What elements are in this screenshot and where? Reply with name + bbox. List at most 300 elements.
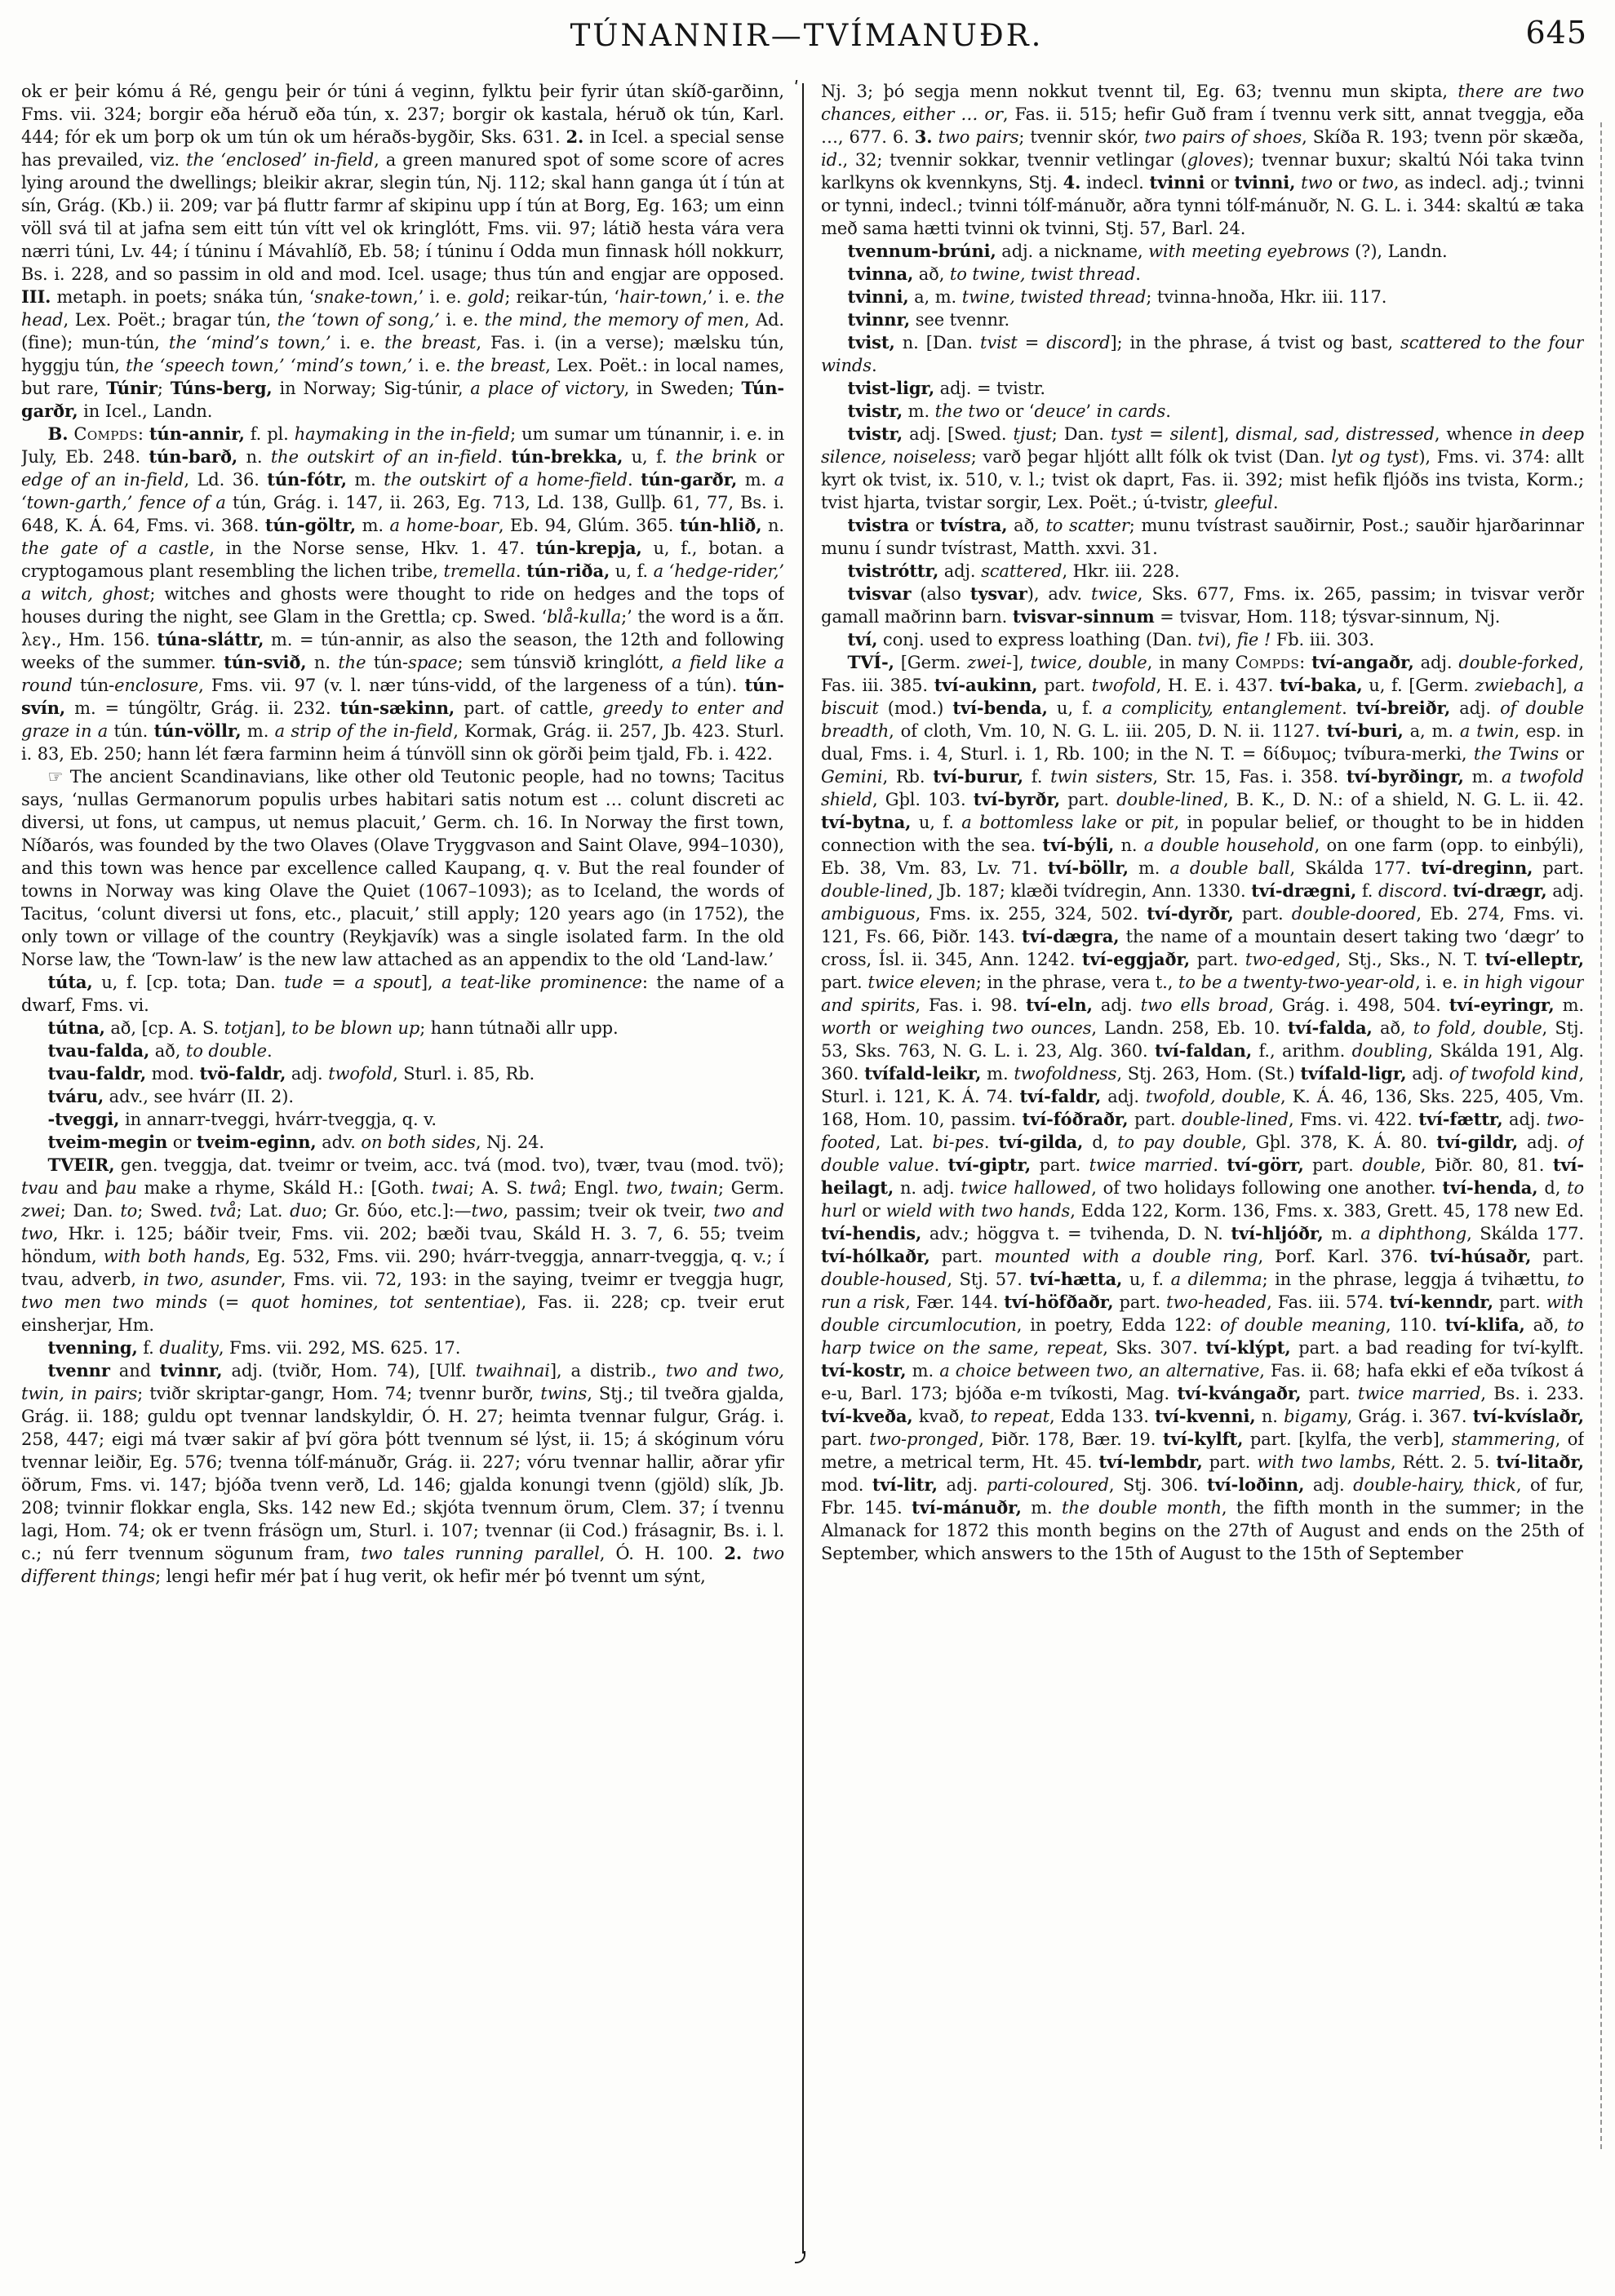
- entry-text: a place of victory: [470, 379, 624, 398]
- entry-text: the ‘mind’s town,’: [168, 333, 331, 352]
- entry-text: the double month: [1061, 1498, 1222, 1518]
- headword-text: tví-angaðr,: [1311, 652, 1414, 672]
- headword-text: tví-gilda,: [998, 1132, 1084, 1152]
- entry-text: twofoldness: [1014, 1064, 1117, 1084]
- entry-text: m.: [1021, 1498, 1062, 1518]
- entry-text: , Ad. (fine); mun-tún,: [21, 310, 784, 352]
- entry-text: a diphthong: [1360, 1224, 1467, 1243]
- entry-text: , Gþl. 378, K. Á. 80.: [1241, 1132, 1437, 1152]
- entry-text: , Stj. 57.: [947, 1270, 1030, 1289]
- entry-text: , in poetry, Edda 122:: [1016, 1315, 1220, 1335]
- entry-text: in high vigour and spirits: [821, 973, 1584, 1015]
- entry-text: or ‘: [1000, 401, 1035, 421]
- entry-text: the two: [934, 401, 1001, 421]
- entry-text: , Sturl. i. 85, Rb.: [393, 1064, 535, 1084]
- headword-text: tvinna,: [847, 264, 914, 284]
- entry-text: adj.: [1502, 1110, 1547, 1129]
- entry-text: adj.: [1518, 1132, 1568, 1152]
- entry-text: n. adj.: [894, 1178, 961, 1198]
- entry-text: to run a risk: [821, 1270, 1584, 1312]
- headword-text: tví-fættr,: [1418, 1109, 1503, 1129]
- entry-text: , Bs. i. 233.: [1480, 1384, 1584, 1403]
- headword-text: tveim-eginn,: [196, 1132, 317, 1152]
- entry-text: a teat-like prominence: [441, 973, 642, 992]
- entry-text: twin sisters: [1050, 767, 1153, 787]
- headword-text: tví-kylft,: [1162, 1429, 1244, 1449]
- entry-text: mod.: [821, 1475, 872, 1495]
- entry-text: part.: [1128, 1110, 1182, 1129]
- entry-text: discord: [1378, 881, 1443, 901]
- entry-text: to be blown up: [291, 1018, 420, 1038]
- entry-text: , Grág. i. 367.: [1347, 1407, 1473, 1426]
- headword-text: tún-barð,: [149, 446, 238, 467]
- entry-text: , of cloth, Vm. 10, N. G. L. iii. 205, D. N. ii. 1127.: [889, 721, 1327, 741]
- entry-text: of twofold kind: [1449, 1064, 1579, 1084]
- entry-text: .: [628, 470, 641, 490]
- headword-text: tví-falda,: [1287, 1017, 1373, 1038]
- entry-text: ; um sumar um túnannir, i. e. in July, Eb. 248.: [21, 424, 784, 467]
- entry-text: part.: [1037, 676, 1092, 695]
- entry-text: a home-boar: [389, 516, 499, 535]
- entry-text: parti-coloured: [986, 1475, 1109, 1495]
- entry-text: , esp. in dual, Fms. i. 4, Sturl. i. 1, Rb. 100; in the N. T. = δίδυμος; tvíbura-merki,: [821, 721, 1584, 764]
- entry-text: , Þorf. Karl. 376.: [1258, 1247, 1430, 1266]
- entry-text: tún.: [108, 721, 154, 741]
- entry-text: , in Sweden;: [623, 379, 742, 398]
- entry-text: two, twain: [626, 1178, 718, 1198]
- entry-text: ; Germ.: [717, 1178, 784, 1198]
- entry-text: double-hairy, thick: [1353, 1475, 1516, 1495]
- dictionary-paragraph: [821, 263, 1584, 286]
- entry-text: m.: [356, 516, 390, 535]
- entry-text: twai: [431, 1178, 469, 1198]
- entry-text: the outskirt of a home-field: [384, 470, 628, 490]
- entry-text: part.: [1060, 790, 1117, 809]
- entry-text: , Skálda 177.: [1289, 858, 1422, 878]
- entry-text: : the name of a dwarf, Fms. vi.: [21, 973, 784, 1015]
- entry-text: two men two minds: [21, 1292, 207, 1312]
- entry-text: two tales running parallel: [361, 1544, 600, 1563]
- entry-text: , Hkr. iii. 228.: [1062, 561, 1180, 581]
- entry-text: = tvisvar, Hom. 118; týsvar-sinnum, Nj.: [1154, 607, 1501, 627]
- entry-text: , in many: [1147, 653, 1236, 672]
- headword-text: tví-breiðr,: [1355, 698, 1451, 718]
- entry-text: a, m.: [908, 287, 962, 307]
- dictionary-paragraph: [21, 423, 784, 765]
- entry-text: part. [kylfa, the verb],: [1243, 1429, 1452, 1449]
- entry-text: (?), Landn.: [1349, 242, 1448, 261]
- entry-text: :: [1299, 653, 1312, 672]
- entry-text: [933, 127, 938, 147]
- headword-text: 3.: [914, 126, 933, 147]
- entry-text: ); tvennar buxur; skaltú Nói taka tvinn karlkyns ok kvennkyns, Stj.: [821, 150, 1584, 193]
- headword-text: túta,: [47, 972, 93, 992]
- entry-text: gloves: [1187, 150, 1243, 170]
- entry-text: part.: [821, 1429, 870, 1449]
- entry-text: (mod.): [878, 698, 953, 718]
- headword-text: tví-drægr,: [1453, 880, 1547, 901]
- entry-text: ambiguous: [821, 904, 916, 924]
- headword-text: tví-býli,: [1042, 835, 1115, 855]
- entry-text: in Icel., Landn.: [78, 401, 213, 421]
- entry-text: m.: [737, 470, 774, 490]
- entry-text: .: [1213, 1155, 1227, 1175]
- entry-text: twofold: [328, 1064, 393, 1084]
- entry-text: , as indecl. adj.; tvinni or tynni, indecl.; tvinni tólf-mánuðr, aðra tynni tólf-mánuðr, N. G. L. i. 344: skaltú æ taka með sama hætti tvinni ok tvinni, Stj. 57, Barl. 24.: [821, 173, 1584, 238]
- entry-text: part.: [1202, 1452, 1258, 1472]
- entry-text: i. e.: [412, 356, 457, 375]
- headword-text: tví-görr,: [1227, 1155, 1304, 1175]
- entry-text: , Skálda 191, Alg. 360.: [821, 1041, 1584, 1084]
- entry-text: m.: [241, 721, 275, 741]
- entry-text: f.: [137, 1338, 160, 1358]
- headword-text: tví-kvángaðr,: [1177, 1383, 1302, 1403]
- entry-text: adj. (tviðr, Hom. 74), [Ulf.: [222, 1361, 476, 1381]
- entry-text: twine, twisted thread: [961, 287, 1147, 307]
- entry-text: , Fas. iii. 385.: [821, 653, 1584, 695]
- entry-text: , Stj.; til tveðra gjalda, Grág. ii. 188; guldu opt tvennar landskyldir, Ó. H. 27; heimta tvennar fulgur, Grág. i. 258, 447; eigi má tvær sakir af því göra þótt tvennum sé lýst, ii. 15; á skóginum vóru tvennar leiðir, Eg. 576; tvenna tólf-mánuðr, Grág. ii. 227; vóru tvennar hallir, aðrar yfir öðrum, Fms. vi. 147; bjóða tvenn verð, Ld. 146; gjalda konungi tvenn (gjöld) slík, Jb. 208; tvinnir flokkar engla, Sks. 142 new Ed.; skjóta tvennum örum, Clem. 37; í tvennu lagi, Hom. 74; ok er tvenn frásögn um, Sturl. i. 107; tvennar (ii Cod.) frásagnir, Bs. i. l. c.; nú ferr tvennum sögunum fram,: [21, 1384, 784, 1563]
- entry-text: , Ó. H. 100.: [599, 1544, 725, 1563]
- entry-text: , Sks. 677, Fms. ix. 265, passim; in tvisvar verðr gamall maðrinn barn.: [821, 584, 1584, 627]
- entry-text: scattered to the four winds: [821, 333, 1584, 375]
- entry-text: , Stj. 306.: [1108, 1475, 1207, 1495]
- entry-text: , Lat.: [875, 1132, 933, 1152]
- entry-text: , Fms. vii. 292, MS. 625. 17.: [218, 1338, 461, 1358]
- entry-text: or: [1205, 173, 1235, 193]
- entry-text: ;: [157, 379, 171, 398]
- entry-text: , Lex. Poët.: in local names, but rare,: [21, 356, 784, 398]
- headword-text: tví-byrðingr,: [1346, 766, 1464, 787]
- dictionary-paragraph: [21, 1085, 784, 1108]
- entry-text: d,: [1083, 1132, 1118, 1152]
- headword-text: tvistra: [847, 515, 909, 535]
- headword-text: tví-höfðaðr,: [1004, 1292, 1114, 1312]
- headword-text: tvisvar: [847, 583, 912, 604]
- entry-text: twice married: [1357, 1384, 1481, 1403]
- entry-text: , Fms. vi. 422.: [1288, 1110, 1419, 1129]
- entry-text: kvað,: [912, 1407, 971, 1426]
- entry-text: ., 32; tvennir sokkar, tvennir vetlingar (: [836, 150, 1187, 170]
- entry-text: adj.: [1546, 881, 1584, 901]
- entry-text: , the fifth month in the summer; in the Almanack for 1872 this month begins on the 27th of August and ends on the 25th of September, which answers to the 15th of August to the 15th of September: [821, 1498, 1584, 1563]
- entry-text: m. = tún-annir, as also the season, the 12th and following weeks of the summer.: [21, 630, 784, 672]
- entry-text: u, f.: [911, 813, 962, 832]
- entry-text: a twofold shield: [821, 767, 1584, 809]
- entry-text: f. pl.: [244, 424, 295, 444]
- entry-text: to pay double: [1117, 1132, 1242, 1152]
- entry-text: ; in the phrase, leggja á tvihættu,: [1262, 1270, 1568, 1289]
- entry-text: , of metre, a metrical term, Ht. 45.: [821, 1429, 1584, 1472]
- headword-text: tvístra,: [939, 515, 1008, 535]
- headword-text: Tún-garðr,: [21, 378, 784, 421]
- entry-text: two-pronged: [869, 1429, 979, 1449]
- entry-text: ☞ The ancient Scandinavians, like other old Teutonic people, had no towns; Tacitus says, ‘nullas Germanorum populis urbes habitari satis notum est … colunt discreti ac diversi, ut fons, ut campus, ut nemus placuit,’ Germ. ch. 16. In Norway the first town, Níðarós, was founded by the two Olaves (Olave Tryggvason and Saint Olave, 994–1030), and this town was hence par excellence called Kaupang, q. v. But the real founder of towns in Norway was king Olave the Quiet (1067–1093); as to Iceland, the words of Tacitus, ‘colunt diversi ut fons, etc., placuit,’ still apply; 120 years ago (in 1752), the only town or village of the country (Reykjavík) was a single isolated farm. In the old Norse law, the ‘Town-law’ is the new law attached as an appendix to the old ‘Land-law.’: [21, 767, 784, 969]
- entry-text: , B. K., D. N.: of a shield, N. G. L. ii. 42.: [1223, 790, 1584, 809]
- dictionary-paragraph: [21, 971, 784, 1017]
- headword-text: tvistróttr,: [847, 561, 939, 581]
- entry-text: að,: [913, 264, 950, 284]
- headword-text: tví-böllr,: [1047, 858, 1129, 878]
- headword-text: tvö-faldr,: [199, 1063, 286, 1084]
- entry-text: greedy to enter and graze in a: [21, 698, 784, 741]
- entry-text: zwiebach: [1475, 676, 1556, 695]
- entry-text: ], a distrib.,: [549, 1361, 666, 1381]
- entry-text: ; A. S.: [468, 1178, 530, 1198]
- entry-text: totjan: [224, 1018, 275, 1038]
- entry-text: , Eb. 274, Fms. vi. 121, Fs. 66, Þiðr. 143.: [821, 904, 1584, 946]
- entry-text: lyt og tyst: [1331, 447, 1419, 467]
- dictionary-paragraph: [821, 286, 1584, 308]
- entry-text: .: [515, 561, 527, 581]
- entry-text: .: [1272, 493, 1279, 512]
- headword-text: tún-svín,: [21, 675, 784, 718]
- entry-text: , Sks. 307.: [1103, 1338, 1206, 1358]
- entry-text: , Hkr. i. 125; báðir tveir, Fms. vii. 202; bæði tvau, Skáld H. 3. 7, 6. 55; tveim höndum,: [21, 1224, 784, 1266]
- entry-text: a bottomless lake: [961, 813, 1117, 832]
- dictionary-paragraph: [21, 1062, 784, 1085]
- headword-text: tún-svið,: [224, 652, 307, 672]
- dictionary-paragraph: [21, 1131, 784, 1154]
- entry-text: part. of cattle,: [455, 698, 603, 718]
- entry-text: m.: [903, 401, 935, 421]
- headword-text: TVÍ-,: [847, 652, 894, 672]
- entry-text: the outskirt of an in-field: [270, 447, 498, 467]
- headword-text: tún-riða,: [526, 561, 610, 581]
- entry-text: metaph. in poets; snáka tún, ‘: [51, 287, 315, 307]
- entry-text: part.: [1113, 1292, 1167, 1312]
- entry-text: or: [908, 516, 940, 535]
- entry-text: ; tvinna-hnoða, Hkr. iii. 117.: [1146, 287, 1387, 307]
- entry-text: m.: [906, 1361, 940, 1381]
- entry-text: blå-kulla: [547, 607, 622, 627]
- headword-text: tún-göltr,: [264, 515, 357, 535]
- entry-text: adj.: [1413, 653, 1459, 672]
- entry-text: part.: [1493, 1292, 1546, 1312]
- headword-text: tví-elleptr,: [1484, 949, 1584, 969]
- entry-text: að,: [1524, 1315, 1568, 1335]
- headword-text: tví-fóðraðr,: [1022, 1109, 1129, 1129]
- entry-text: tún-: [366, 653, 409, 672]
- entry-text: adj.: [1101, 1087, 1146, 1106]
- headword-text: tvinni,: [1234, 172, 1296, 193]
- headword-text: tví-kenndr,: [1389, 1292, 1493, 1312]
- entry-text: a ‘hedge-rider,’ a witch, ghost: [21, 561, 784, 604]
- entry-text: the ‘speech town,’ ‘mind’s town,’: [126, 356, 413, 375]
- entry-text: ],: [1217, 424, 1236, 444]
- entry-text: tude = a spout: [284, 973, 421, 992]
- entry-text: part.: [1533, 858, 1584, 878]
- entry-text: doubling: [1351, 1041, 1428, 1061]
- headword-text: tún-sækinn,: [339, 698, 455, 718]
- entry-text: double-forked: [1458, 653, 1579, 672]
- entry-text: [742, 1544, 752, 1563]
- entry-text: to double: [185, 1041, 267, 1061]
- headword-text: tvau-falda,: [47, 1040, 150, 1061]
- entry-text: ’: [1085, 401, 1097, 421]
- entry-text: u, f., botan. a cryptogamous plant resembling the lichen tribe,: [21, 539, 784, 581]
- entry-text: tvist = discord: [980, 333, 1111, 352]
- entry-text: ; tviðr skriptar-gangr, Hom. 74; tvennr burðr,: [137, 1384, 541, 1403]
- headword-text: tví-giptr,: [947, 1155, 1032, 1175]
- entry-text: , in popular belief, or thought to be in hidden connection with the sea.: [821, 813, 1584, 855]
- dictionary-paragraph: [21, 1108, 784, 1131]
- headword-text: tvífald-leikr,: [864, 1063, 982, 1084]
- entry-text: in annarr-tveggi, hvárr-tveggja, q. v.: [119, 1110, 437, 1129]
- entry-text: ; Dan.: [60, 1201, 121, 1221]
- entry-text: with meeting eyebrows: [1148, 242, 1350, 261]
- entry-text: or: [167, 1132, 197, 1152]
- entry-text: adj.: [938, 1475, 987, 1495]
- entry-text: to scatter: [1045, 516, 1129, 535]
- entry-text: to hurl: [821, 1178, 1584, 1221]
- headword-text: tún-völlr,: [153, 720, 242, 741]
- entry-text: , Þiðr. 178, Bær. 19.: [978, 1429, 1163, 1449]
- entry-text: ; Lat.: [236, 1201, 291, 1221]
- entry-text: twaihnai: [475, 1361, 550, 1381]
- entry-text: Compds: [73, 424, 138, 444]
- entry-text: make a rhyme, Skáld H.: [Goth.: [136, 1178, 432, 1198]
- entry-text: två: [210, 1201, 237, 1221]
- entry-text: a twin: [1459, 721, 1515, 741]
- entry-text: , on one farm (opp. to einbýli), Eb. 38, Vm. 83, Lv. 71.: [821, 836, 1584, 878]
- entry-text: part.: [930, 1247, 995, 1266]
- dictionary-paragraph: [821, 400, 1584, 423]
- headword-text: tví-loðinn,: [1207, 1474, 1305, 1495]
- entry-text: or: [1332, 173, 1362, 193]
- entry-text: , in the Norse sense, Hkv. 1. 47.: [209, 539, 536, 558]
- entry-text: or: [1116, 813, 1151, 832]
- entry-text: stammering: [1451, 1429, 1555, 1449]
- entry-text: ,’ i. e.: [413, 287, 468, 307]
- headword-text: tvinnr,: [847, 309, 911, 330]
- entry-text: the Twins: [1473, 744, 1560, 764]
- headword-text: tví-litaðr,: [1496, 1452, 1584, 1472]
- entry-text: two different things: [21, 1544, 784, 1586]
- entry-text: , of two holidays following one another.: [1091, 1178, 1443, 1198]
- left-column: [21, 80, 784, 2275]
- headword-text: tvinni: [1149, 172, 1205, 193]
- entry-text: , Skíða R. 193; tvenn pör skæða,: [1302, 127, 1584, 147]
- entry-text: ; sem túnsvið kringlótt,: [457, 653, 672, 672]
- entry-text: quot homines, tot sententiae: [250, 1292, 515, 1312]
- entry-text: .: [1342, 698, 1356, 718]
- entry-text: ), Fas. ii. 228; cp. tveir erut einsherjar, Hm.: [21, 1292, 784, 1335]
- headword-text: túna-sláttr,: [157, 629, 264, 649]
- entry-text: two: [1301, 173, 1333, 193]
- entry-text: , Sturl. i. 121, K. Á. 74.: [821, 1064, 1584, 1106]
- headword-text: tvenning,: [47, 1337, 138, 1358]
- dictionary-paragraph: [21, 1154, 784, 1336]
- dictionary-paragraph: [821, 651, 1584, 1565]
- entry-text: , Þiðr. 80, 81.: [1420, 1155, 1553, 1175]
- entry-text: a choice between two, an alternative: [939, 1361, 1260, 1381]
- headword-text: tví-kostr,: [821, 1360, 907, 1381]
- entry-text: .: [1135, 264, 1141, 284]
- headword-text: tví-aukinn,: [934, 675, 1038, 695]
- entry-text: tvi: [1197, 630, 1220, 649]
- entry-text: the ‘town of song,’: [277, 310, 440, 330]
- entry-text: part.: [821, 973, 868, 992]
- entry-text: u, f. [cp. tota; Dan.: [92, 973, 285, 992]
- dictionary-paragraph: [21, 1336, 784, 1359]
- entry-text: or: [872, 1018, 906, 1038]
- entry-text: , Fas. ii. 68; hafa ekki ef eða tvíkost á e-u, Barl. 173; bjóða e-m tvíkosti, Mag.: [821, 1361, 1584, 1403]
- entry-text: , Fas. iii. 574.: [1267, 1292, 1390, 1312]
- entry-text: , Fas. i. 98.: [915, 995, 1027, 1015]
- entry-text: double-lined: [1116, 790, 1224, 809]
- entry-text: of double meaning: [1220, 1315, 1386, 1335]
- headword-text: tvisvar-sinnum: [1012, 606, 1155, 627]
- entry-text: to be a twenty-two-year-old: [1178, 973, 1416, 992]
- entry-text: .: [266, 1041, 273, 1061]
- entry-text: double-lined: [821, 881, 928, 901]
- entry-text: indecl.: [1080, 173, 1150, 193]
- headword-text: tún-garðr,: [641, 469, 738, 490]
- entry-text: part.: [1233, 904, 1292, 924]
- headword-text: tvistr,: [847, 401, 903, 421]
- entry-text: Nj. 3; þó segja menn nokkut tvennt til, Eg. 63; tvennu mun skipta,: [821, 82, 1458, 101]
- headword-text: III.: [21, 286, 51, 307]
- entry-text: haymaking in the in-field: [294, 424, 511, 444]
- headword-text: 2.: [724, 1543, 743, 1563]
- entry-text: adj. a nickname,: [996, 242, 1149, 261]
- entry-text: ), adv.: [1027, 584, 1091, 604]
- headword-text: tví-benda,: [952, 698, 1048, 718]
- entry-text: ok er þeir kómu á Ré, gengu þeir ór túni á veginn, fylktu þeir fyrir útan skíð-garðinn, Fms. vii. 324; borgir eða héruð eða tún, x. 237; borgir ok kastala, héruð ok tún, Karl. 444; fór ek um þorp ok um tún ok um héraðs-bygðir, Sks. 631.: [21, 82, 784, 147]
- entry-text: id: [821, 150, 837, 170]
- entry-text: two-headed: [1166, 1292, 1267, 1312]
- entry-text: , Lex. Poët.; bragar tún,: [63, 310, 277, 330]
- entry-text: :: [137, 424, 149, 444]
- entry-text: , a green manured spot of some score of acres lying around the dwellings; bleikir akrar, slegin tún, Nj. 112; skal hann ganga út í tún at sín, Grág. (Kb.) ii. 209; var þá fluttr farmr af skipinu upp í tún at Borg, Eg. 163; um einn völl svá til at jafna sem eitt tún vítt vel ok kringlótt, Fms. vii. 97; látið hesta vára vera nærri túni, Lv. 44; í túninu í Mávahlíð, Eb. 58; í túninu í Odda mun finnask hóll nokkurr, Bs. i. 228, and so passim in old and mod. Icel. usage; thus tún and engjar are opposed.: [21, 150, 784, 284]
- entry-text: tyst = silent: [1110, 424, 1218, 444]
- entry-text: in Norway; Sig-túnir,: [272, 379, 471, 398]
- entry-text: dismal, sad, distressed: [1236, 424, 1435, 444]
- entry-text: , Gþl. 103.: [872, 790, 974, 809]
- entry-text: snake-town: [314, 287, 414, 307]
- entry-text: ; hann tútnaði allr upp.: [419, 1018, 619, 1038]
- entry-text: .: [497, 447, 512, 467]
- headword-text: tvinni,: [847, 286, 909, 307]
- entry-text: space: [408, 653, 458, 672]
- entry-text: in Icel. a special sense has prevailed, viz.: [21, 127, 784, 170]
- headword-text: tún-brekka,: [511, 446, 623, 467]
- entry-text: gen. tveggja, dat. tveimr or tveim, acc. tvá (mod. tvo), tvær, tvau (mod. tvö);: [114, 1155, 784, 1175]
- column-divider: [802, 83, 804, 2254]
- entry-text: , i. e.: [1415, 973, 1463, 992]
- entry-text: adj. [Swed.: [903, 424, 1014, 444]
- entry-text: or: [1559, 744, 1584, 764]
- headword-text: tví-klýpt,: [1205, 1337, 1291, 1358]
- entry-text: the: [338, 653, 366, 672]
- entry-text: adj.: [1450, 698, 1501, 718]
- entry-text: mounted with a double ring: [994, 1247, 1258, 1266]
- entry-text: m.: [981, 1064, 1014, 1084]
- entry-text: ; witches and ghosts were thought to ride on hedges and the tops of houses during the night, see Glam in the Grettla; cp. Swed. ‘: [21, 584, 784, 627]
- headword-text: tví-faldan,: [1155, 1040, 1253, 1061]
- entry-text: or: [856, 1201, 886, 1221]
- entry-text: the head: [21, 287, 784, 330]
- entry-text: n.: [1114, 836, 1144, 855]
- entry-text: n.: [1255, 1407, 1284, 1426]
- entry-text: two ells broad: [1140, 995, 1269, 1015]
- headword-text: tví-heilagt,: [821, 1155, 1584, 1198]
- entry-text: ],: [274, 1018, 292, 1038]
- entry-text: ),: [1219, 630, 1237, 649]
- entry-text: Fb. iii. 303.: [1271, 630, 1375, 649]
- entry-text: , Ld. 36.: [184, 470, 268, 490]
- dictionary-paragraph: [821, 423, 1584, 514]
